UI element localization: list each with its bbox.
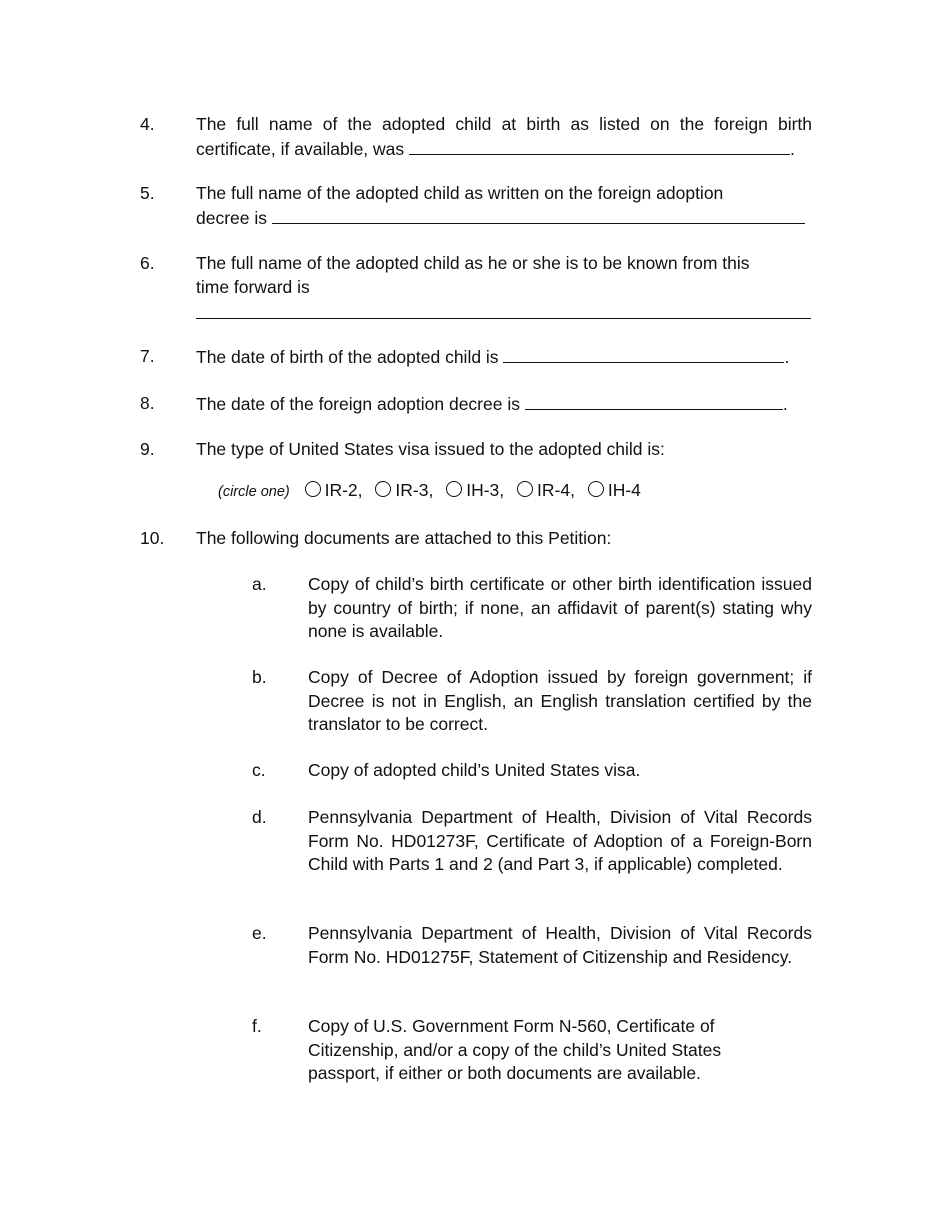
visa-option-ir2[interactable]: IR-2, [305,480,363,501]
item-number: 7. [140,346,155,366]
birth-date-field[interactable] [503,345,784,363]
circle-one-hint: (circle one) [218,484,290,500]
visa-option-ih3[interactable]: IH-3, [446,480,504,501]
item-number: 6. [140,253,155,273]
document-text: Copy of U.S. Government Form N-560, Certificate of Citizenship, and/or a copy of the child’s United States passport, if either or both documents are available. [308,1016,722,1083]
item-number: 8. [140,393,155,413]
future-name-field[interactable] [196,318,811,319]
item-text: The date of birth of the adopted child is [196,347,499,367]
document-text: Copy of child’s birth certificate or other birth identification issued by country of birth; if none, an affidavit of parent(s) stating why none is available. [308,574,812,641]
item-text: certificate, if available, was [196,138,405,159]
item-number: 4. [140,114,155,134]
item-number: 9. [140,439,155,459]
item-text: decree is [196,207,268,228]
visa-option-ih4[interactable]: IH-4 [588,480,641,501]
item-text: The following documents are attached to this Petition: [196,528,612,548]
visa-option-ir3[interactable]: IR-3, [375,480,433,501]
document-text: Pennsylvania Department of Health, Division of Vital Records Form No. HD01275F, Statement of Citizenship and Residency. [308,923,812,967]
radio-icon[interactable] [588,481,604,497]
document-letter: a. [252,574,267,594]
document-letter: b. [252,667,267,687]
document-letter: d. [252,807,267,827]
item-text: The full name of the adopted child as he or she is to be known from this [196,253,750,273]
document-text: Copy of adopted child’s United States visa. [308,760,641,780]
radio-icon[interactable] [517,481,533,497]
period: . [782,394,788,414]
decree-name-field[interactable] [272,206,805,224]
period: . [790,138,795,159]
item-text: time forward is [196,276,310,297]
radio-icon[interactable] [446,481,462,497]
visa-option-ir4[interactable]: IR-4, [517,480,575,501]
visa-type-options [218,480,649,504]
item-number: 5. [140,183,155,203]
item-text: The full name of the adopted child as written on the foreign adoption [196,183,724,203]
item-text: The date of the foreign adoption decree is [196,394,520,414]
item-number: 10. [140,528,165,548]
document-text: Pennsylvania Department of Health, Division of Vital Records Form No. HD01273F, Certificate of Adoption of a Foreign-Born Child with Parts 1 and 2 (and Part 3, if applicable) completed. [308,807,812,874]
document-text: Copy of Decree of Adoption issued by foreign government; if Decree is not in English, an English translation certified by the translator to be correct. [308,667,812,734]
document-letter: f. [252,1016,262,1036]
item-text: The type of United States visa issued to the adopted child is: [196,439,665,459]
decree-date-field[interactable] [525,392,783,410]
document-letter: c. [252,760,266,780]
radio-icon[interactable] [305,481,321,497]
birth-name-field[interactable] [409,137,790,155]
period: . [784,347,790,367]
item-text: The full name of the adopted child at birth as listed on the foreign birth [196,114,812,134]
radio-icon[interactable] [375,481,391,497]
document-letter: e. [252,923,267,943]
